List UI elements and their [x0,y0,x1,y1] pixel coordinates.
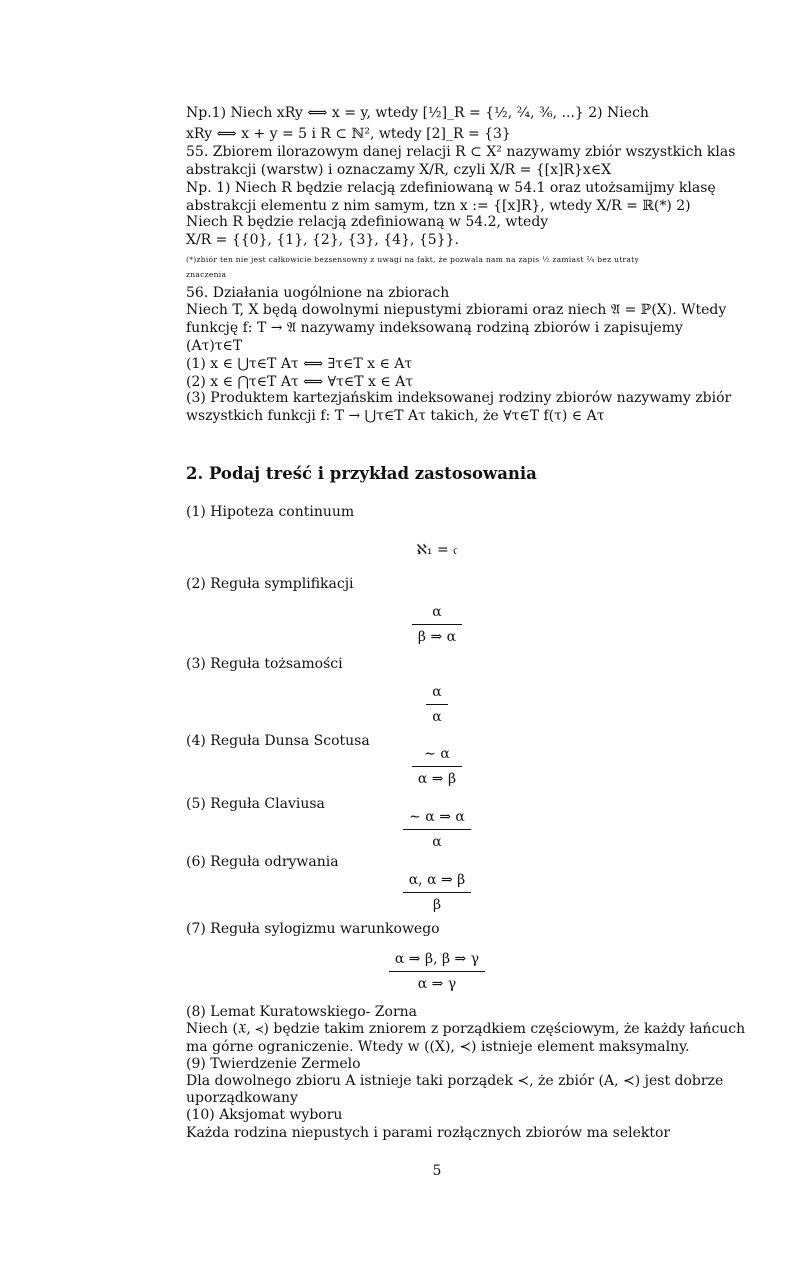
inference-rule [0,683,798,726]
text-line: ma górne ograniczenie. Wtedy w ((X), ≺) istnieje element maksymalny. [186,1039,690,1055]
rule-premise: α [426,683,447,705]
inference-rule [0,745,798,788]
item-label: (3) Reguła tożsamości [186,656,343,672]
text-line: abstrakcji (warstw) i oznaczamy X/R, czyli X/R = {[x]R}x∈X [186,162,612,178]
text-line: Niech (𝔛, ≺) będzie takim zniorem z porządkiem częściowym, że każdy łańcuch [186,1021,746,1037]
text-line: xRy ⟺ x + y = 5 i R ⊂ ℕ², wtedy [2]_R = {3} [186,126,511,142]
item-label: (4) Reguła Dunsa Scotusa [186,733,370,749]
rule-conclusion: α [432,834,442,850]
text-line: Dla dowolnego zbioru A istnieje taki porządek ≺, że zbiór (A, ≺) jest dobrze [186,1073,724,1089]
text-line: Np.1) Niech xRy ⟺ x = y, wtedy [½]_R = {½, ²⁄₄, ³⁄₆, ...} 2) Niech [186,105,649,121]
text-line: 56. Działania uogólnione na zbiorach [186,285,450,301]
rule-premise: α [412,603,462,625]
rule-conclusion: α [432,709,442,725]
inference-rule [0,871,798,914]
rule-conclusion: β ⇒ α [417,629,457,645]
rule-conclusion: β [432,897,442,913]
footnote-line: (*)zbiór ten nie jest całkowicie bezsensowny z uwagi na fakt, że pozwala nam na zapis ½ zamiast ²⁄₄ bez utraty [186,255,640,264]
text-line: abstrakcji elementu z nim samym, tzn x := {[x]R}, wtedy X/R = ℝ(*) 2) [186,198,691,214]
text-line: (10) Aksjomat wyboru [186,1107,343,1123]
item-label: (7) Reguła sylogizmu warunkowego [186,921,440,937]
text-line: Np. 1) Niech R będzie relacją zdefiniowaną w 54.1 oraz utożsamijmy klasę [186,180,716,196]
rule-premise: ∼ α [412,745,462,767]
rule-conclusion: α ⇒ β [417,771,457,787]
rule-premise: α ⇒ β, β ⇒ γ [389,950,485,972]
section-heading: 2. Podaj treść i przykład zastosowania [186,464,537,483]
text-line: (9) Twierdzenie Zermelo [186,1056,361,1072]
item-label: (2) Reguła symplifikacji [186,576,354,592]
text-line: (2) x ∈ ⋂τ∈T Aτ ⟺ ∀τ∈T x ∈ Aτ [186,374,414,390]
rule-conclusion: α ⇒ γ [417,976,457,992]
text-line: 55. Zbiorem ilorazowym danej relacji R ⊂ X² nazywamy zbiór wszystkich klas [186,144,736,160]
inference-rule [0,808,798,851]
text-line: uporządkowany [186,1090,298,1106]
item-label: (1) Hipoteza continuum [186,504,355,520]
text-line: (Aτ)τ∈T [186,338,243,354]
inference-rule [0,950,798,993]
text-line: wszystkich funkcji f: T → ⋃τ∈T Aτ takich, że ∀τ∈T f(τ) ∈ Aτ [186,408,605,424]
text-line: (3) Produktem kartezjańskim indeksowanej rodziny zbiorów nazywamy zbiór [186,390,732,406]
footnote-line: znaczenia [186,270,227,279]
rule-premise: α, α ⇒ β [403,871,472,893]
item-label: (6) Reguła odrywania [186,854,339,870]
item-label: (5) Reguła Claviusa [186,796,325,812]
text-line: funkcję f: T → 𝔄 nazywamy indeksowaną rodziną zbiorów i zapisujemy [186,320,683,336]
text-line: Niech T, X będą dowolnymi niepustymi zbiorami oraz niech 𝔄 = ℙ(X). Wtedy [186,302,727,318]
text-line: Każda rodzina niepustych i parami rozłącznych zbiorów ma selektor [186,1125,671,1141]
formula: ℵ₁ = 𝔠 [416,542,458,558]
text-line: Niech R będzie relacją zdefiniowaną w 54.2, wtedy [186,214,549,230]
rule-premise: ∼ α ⇒ α [403,808,471,830]
text-line: (1) x ∈ ⋃τ∈T Aτ ⟺ ∃τ∈T x ∈ Aτ [186,356,413,372]
text-line: (8) Lemat Kuratowskiego- Zorna [186,1004,418,1020]
text-line: X/R = {{0}, {1}, {2}, {3}, {4}, {5}}. [186,232,459,248]
inference-rule [0,603,798,646]
page-number: 5 [432,1163,442,1179]
